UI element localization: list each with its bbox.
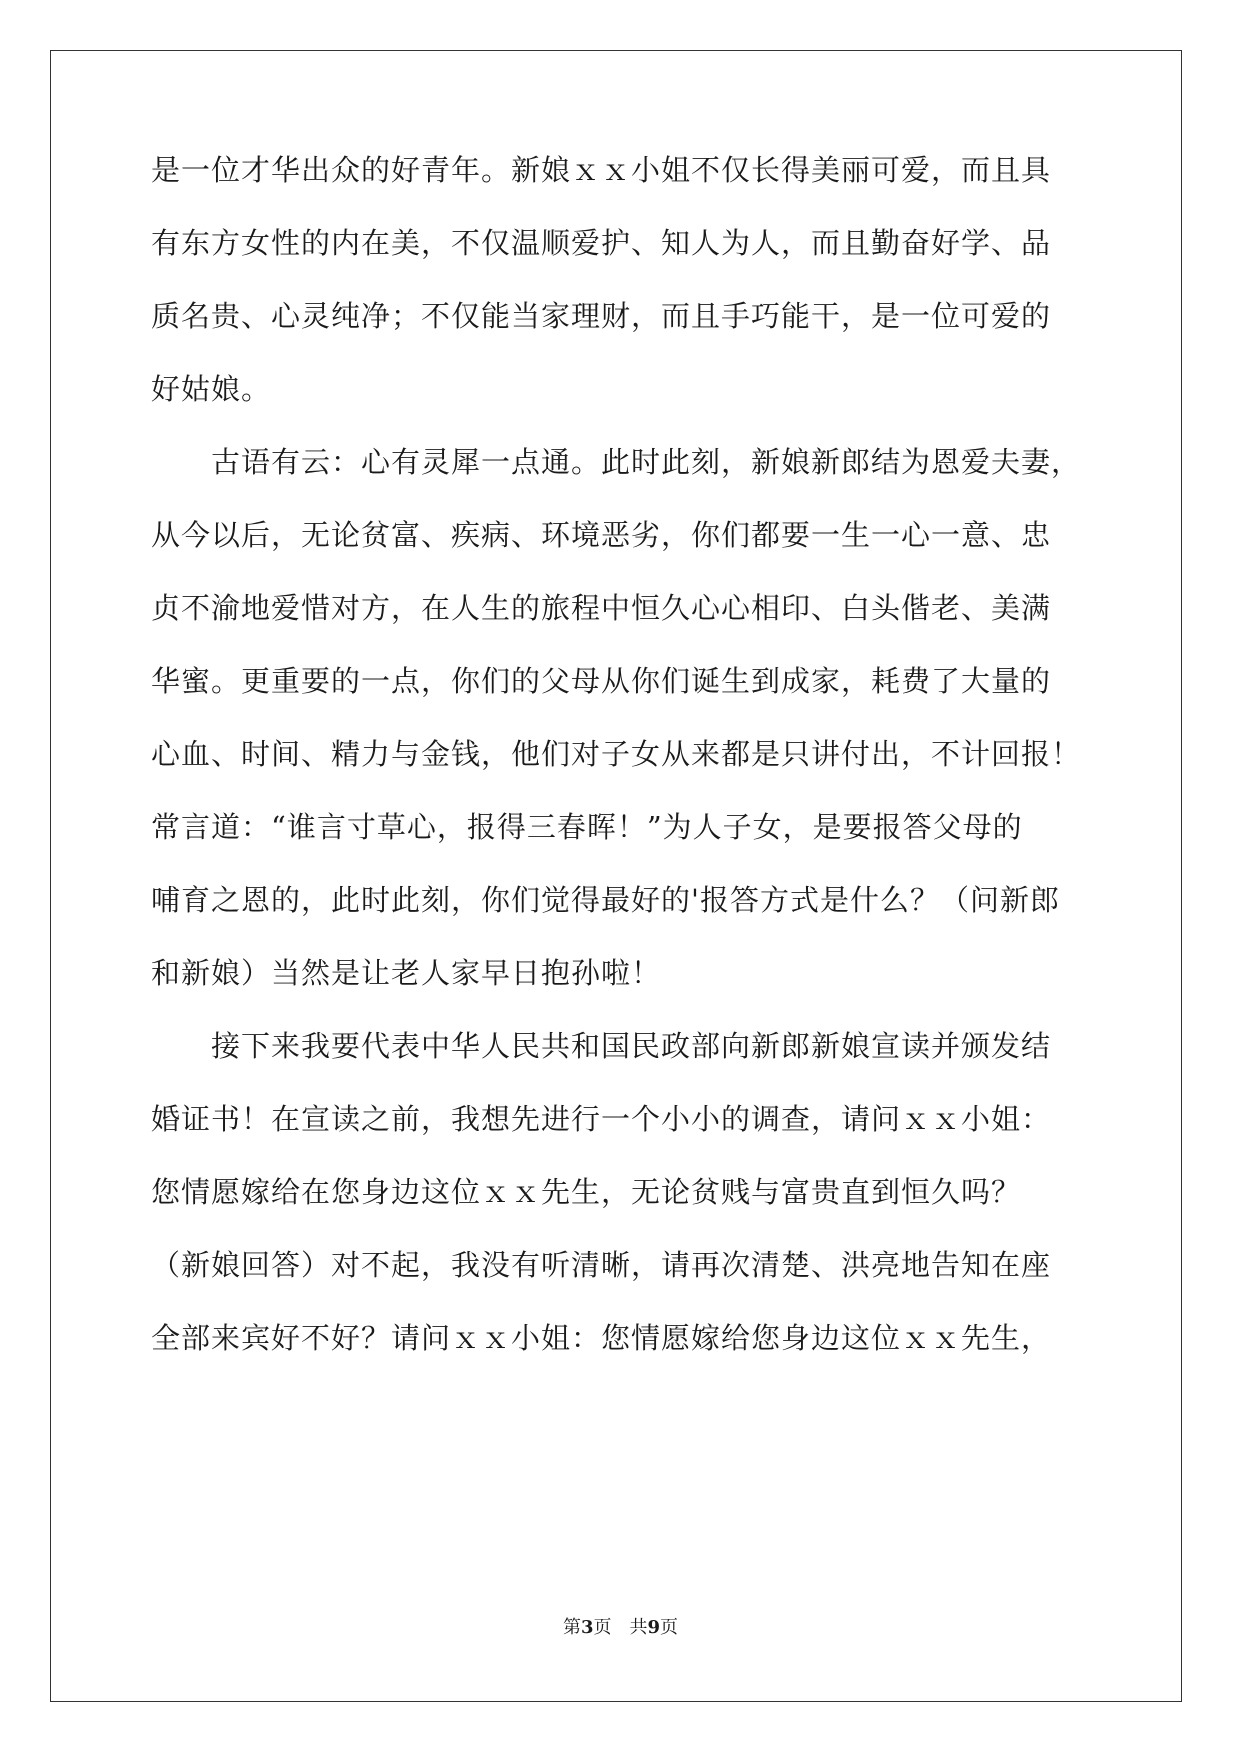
text-line: 常言道：“谁言寸草心，报得三春晖！”为人子女，是要报答父母的	[151, 810, 1023, 844]
text-line: 接下来我要代表中华人民共和国民政部向新郎新娘宣读并颁发结	[151, 1029, 1052, 1063]
text-line: 贞不渝地爱惜对方，在人生的旅程中恒久心心相印、白头偕老、美满	[151, 591, 1052, 625]
page-prefix: 第	[562, 1617, 581, 1638]
text-line: 好姑娘。	[151, 372, 272, 406]
text-line: 婚证书！在宣读之前，我想先进行一个小小的调查，请问ｘｘ小姐：	[151, 1102, 1052, 1136]
text-line: 全部来宾好不好？请问ｘｘ小姐：您情愿嫁给您身边这位ｘｘ先生，	[151, 1321, 1052, 1355]
text-line: 有东方女性的内在美，不仅温顺爱护、知人为人，而且勤奋好学、品	[151, 226, 1052, 260]
text-line: 质名贵、心灵纯净；不仅能当家理财，而且手巧能干，是一位可爱的	[151, 299, 1052, 333]
page-current: 3	[580, 1617, 594, 1638]
text-line: 古语有云：心有灵犀一点通。此时此刻，新娘新郎结为恩爱夫妻，	[151, 445, 1082, 479]
text-line: 从今以后，无论贫富、疾病、环境恶劣，你们都要一生一心一意、忠	[151, 518, 1052, 552]
text-line: （新娘回答）对不起，我没有听清晰，请再次清楚、洪亮地告知在座	[151, 1248, 1052, 1282]
text-line: 哺育之恩的，此时此刻，你们觉得最好的'报答方式是什么？（问新郎	[151, 883, 1060, 917]
page-footer	[0, 1616, 1241, 1640]
text-line: 和新娘）当然是让老人家早日抱孙啦！	[151, 956, 662, 990]
text-line: 心血、时间、精力与金钱，他们对子女从来都是只讲付出，不计回报！	[151, 737, 1082, 771]
page-suffix: 页	[660, 1617, 679, 1638]
page-total: 9	[647, 1617, 661, 1638]
text-line: 华蜜。更重要的一点，你们的父母从你们诞生到成家，耗费了大量的	[151, 664, 1052, 698]
text-line: 您情愿嫁给在您身边这位ｘｘ先生，无论贫贱与富贵直到恒久吗？	[151, 1175, 1022, 1209]
page-mid: 页 共	[593, 1617, 648, 1638]
text-line: 是一位才华出众的好青年。新娘ｘｘ小姐不仅长得美丽可爱，而且具	[151, 153, 1052, 187]
